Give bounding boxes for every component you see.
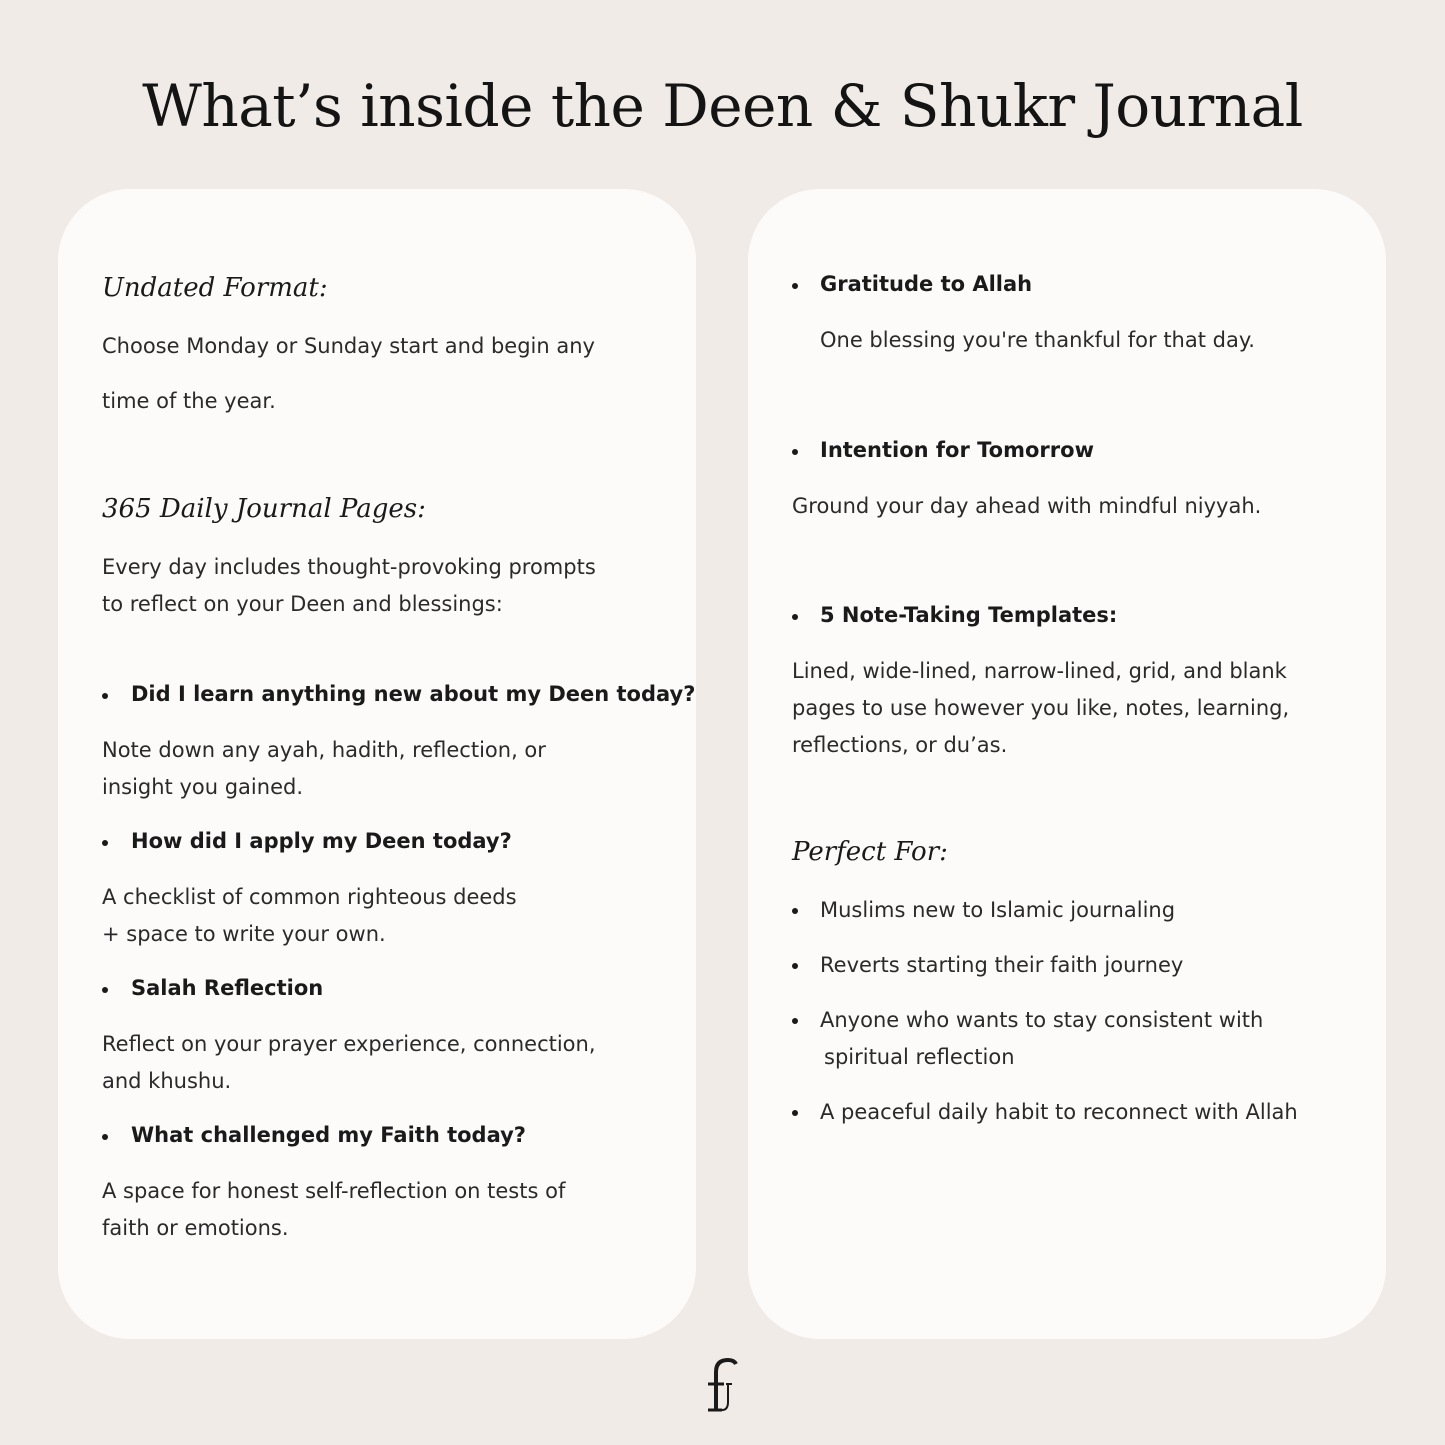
bullet-dot [792,963,798,969]
undated-format-text-line: time of the year. [102,389,276,413]
prompt-title: Intention for Tomorrow [820,438,1094,462]
prompt-title: 5 Note-Taking Templates: [820,603,1118,627]
prompt-title: What challenged my Faith today? [131,1123,526,1147]
undated-format-text-line: Choose Monday or Sunday start and begin any [102,334,595,358]
prompt-description-line: Lined, wide-lined, narrow-lined, grid, and blank [792,659,1287,683]
prompt-title: Salah Reflection [131,976,324,1000]
bullet-dot [792,908,798,914]
prompt-title: How did I apply my Deen today? [131,829,512,853]
prompt-description-line: insight you gained. [102,775,303,799]
audience-item: Anyone who wants to stay consistent with [820,1008,1264,1032]
prompt-description-line: + space to write your own. [102,922,386,946]
bullet-dot [792,283,798,289]
daily-pages-text-line: Every day includes thought-provoking prompts [102,555,596,579]
bullet-dot [792,1110,798,1116]
bullet-dot [792,1018,798,1024]
prompt-description-line: Ground your day ahead with mindful niyyah. [792,494,1262,518]
bullet-dot [102,987,108,993]
right-card [748,189,1386,1339]
daily-pages-heading: 365 Daily Journal Pages: [102,494,426,524]
prompt-title: Did I learn anything new about my Deen today? [131,682,696,706]
daily-pages-text-line: to reflect on your Deen and blessings: [102,592,503,616]
prompt-description-line: A checklist of common righteous deeds [102,885,517,909]
prompt-description-line: A space for honest self-reflection on tests of [102,1179,566,1203]
audience-item: Muslims new to Islamic journaling [820,898,1176,922]
bullet-dot [102,1134,108,1140]
bullet-dot [102,693,108,699]
prompt-description-line: Note down any ayah, hadith, reflection, or [102,738,546,762]
bullet-dot [792,449,798,455]
audience-item: Reverts starting their faith journey [820,953,1184,977]
perfect-for-heading: Perfect For: [792,837,948,867]
bullet-dot [102,840,108,846]
prompt-title: Gratitude to Allah [820,272,1033,296]
prompt-description-line: and khushu. [102,1069,232,1093]
audience-item: A peaceful daily habit to reconnect with Allah [820,1100,1298,1124]
left-card [58,189,696,1339]
prompt-description-line: pages to use however you like, notes, learning, [792,696,1290,720]
fj-monogram-icon [690,1352,756,1418]
prompt-description-line: faith or emotions. [102,1216,289,1240]
audience-item-continued: spiritual reflection [824,1045,1015,1069]
prompt-description-line: One blessing you're thankful for that day. [820,328,1255,352]
page-title: What’s inside the Deen & Shukr Journal [142,72,1303,140]
undated-format-heading: Undated Format: [102,273,328,303]
prompt-description-line: Reflect on your prayer experience, connection, [102,1032,596,1056]
prompt-description-line: reflections, or du’as. [792,733,1008,757]
bullet-dot [792,614,798,620]
